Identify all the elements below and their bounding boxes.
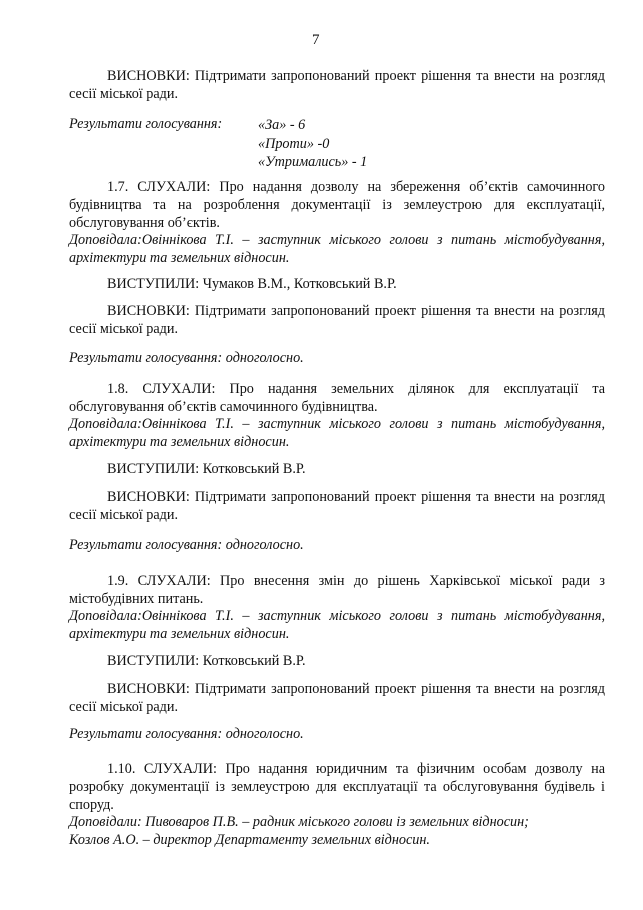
spoke-item-1-8: ВИСТУПИЛИ: Котковський В.Р.	[107, 461, 306, 477]
conclusion-item-1-9: ВИСНОВКИ: Підтримати запропонований проект рішення та внести на розгляд сесії міської ради.	[69, 681, 605, 715]
heard-item-1-9: 1.9. СЛУХАЛИ: Про внесення змін до рішень Харківської міської ради з містобудівних питань.	[69, 573, 605, 607]
vote-against: «Проти» -0	[258, 135, 330, 152]
page-number: 7	[312, 32, 320, 48]
results-item-1-9: Результати голосування: одноголосно.	[69, 726, 304, 742]
speaker-item-1-7: Доповідала:Овіннікова Т.І. – заступник міського голови з питань містобудування, архітектури та земельних відносин.	[69, 232, 605, 266]
voting-results-label: Результати голосування:	[69, 116, 223, 132]
conclusion-item-1-8: ВИСНОВКИ: Підтримати запропонований проект рішення та внести на розгляд сесії міської ради.	[69, 489, 605, 523]
heard-item-1-10: 1.10. СЛУХАЛИ: Про надання юридичним та фізичним особам дозволу на розробку документації із землеустрою для експлуатації та обслуговування будівель і споруд.	[69, 761, 605, 813]
conclusion-item-1-7: ВИСНОВКИ: Підтримати запропонований проект рішення та внести на розгляд сесії міської ради.	[69, 303, 605, 337]
voting-results-list	[258, 116, 367, 172]
heard-item-1-8: 1.8. СЛУХАЛИ: Про надання земельних ділянок для експлуатації та обслуговування об’єктів самочинного будівництва.	[69, 381, 605, 415]
results-item-1-8: Результати голосування: одноголосно.	[69, 537, 304, 553]
spoke-item-1-9: ВИСТУПИЛИ: Котковський В.Р.	[107, 653, 306, 669]
spoke-item-1-7: ВИСТУПИЛИ: Чумаков В.М., Котковський В.Р.	[107, 276, 397, 292]
speaker-item-1-10-first: Доповідали: Пивоваров П.В. – радник міського голови із земельних відносин;	[69, 814, 529, 830]
heard-item-1-7: 1.7. СЛУХАЛИ: Про надання дозволу на збереження об’єктів самочинного будівництва та на розроблення документації із землеустрою для експлуатації, обслуговування об’єктів.	[69, 179, 605, 231]
speaker-item-1-8: Доповідала:Овіннікова Т.І. – заступник міського голови з питань містобудування, архітектури та земельних відносин.	[69, 416, 605, 450]
vote-abstained: «Утримались» - 1	[258, 154, 368, 170]
conclusion-paragraph: ВИСНОВКИ: Підтримати запропонований проект рішення та внести на розгляд сесії міської ради.	[69, 68, 605, 102]
vote-for: «За» - 6	[258, 117, 306, 133]
speaker-item-1-9: Доповідала:Овіннікова Т.І. – заступник міського голови з питань містобудування, архітектури та земельних відносин.	[69, 608, 605, 642]
speaker-item-1-10-second: Козлов А.О. – директор Департаменту земельних відносин.	[69, 832, 430, 848]
results-item-1-7: Результати голосування: одноголосно.	[69, 350, 304, 366]
